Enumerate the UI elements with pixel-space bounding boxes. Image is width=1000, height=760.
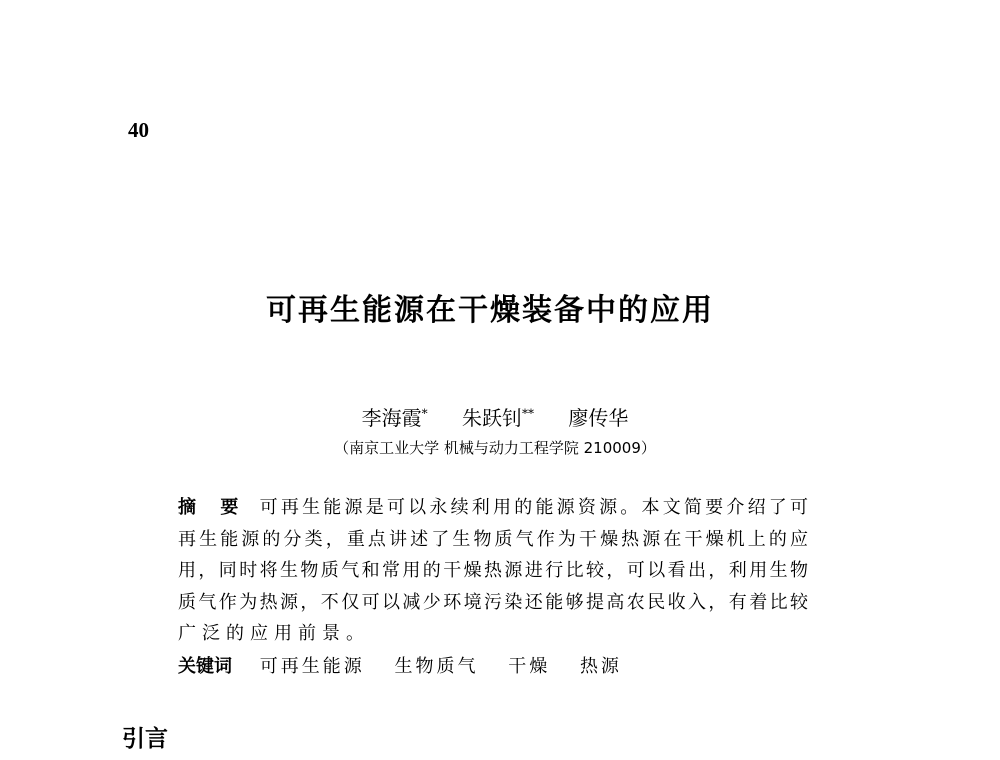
abstract-line: 用，同时将生物质气和常用的干燥热源进行比较，可以看出，利用生物: [178, 560, 808, 581]
affiliation: （南京工业大学 机械与动力工程学院 210009）: [334, 439, 656, 457]
author-name: 李海霞: [361, 406, 422, 430]
keyword: 干燥: [508, 656, 551, 677]
author: [362, 406, 428, 430]
keyword: 生物质气: [394, 656, 479, 677]
author-mark: **: [522, 406, 534, 421]
author: [568, 406, 628, 430]
abstract: [178, 495, 808, 653]
abstract-line: 质气作为热源，不仅可以减少环境污染还能够提高农民收入，有着比较: [178, 591, 808, 613]
abstract-line: [178, 495, 808, 527]
author-name: 朱跃钊: [462, 406, 522, 430]
abstract-label: 摘 要: [178, 497, 242, 518]
author-mark: *: [421, 406, 428, 421]
keyword: 可再生能源: [259, 656, 365, 677]
abstract-line: 再生能源的分类，重点讲述了生物质气作为干燥热源在干燥机上的应: [178, 528, 808, 550]
author-name: 廖传华: [568, 406, 629, 430]
author-list: [0, 402, 990, 431]
page-number: 40: [128, 118, 149, 142]
author: [462, 406, 534, 430]
abstract-line: 广泛的应用前景。: [178, 623, 370, 644]
keywords: [178, 652, 646, 678]
keywords-label: 关键词: [178, 656, 232, 677]
abstract-text: 可再生能源是可以永续利用的能源资源。本文简要介绍了可: [259, 497, 809, 518]
section-heading: 引言: [122, 726, 168, 752]
paper-title: 可再生能源在干燥装备中的应用: [266, 293, 714, 328]
keyword: 热源: [579, 656, 622, 677]
